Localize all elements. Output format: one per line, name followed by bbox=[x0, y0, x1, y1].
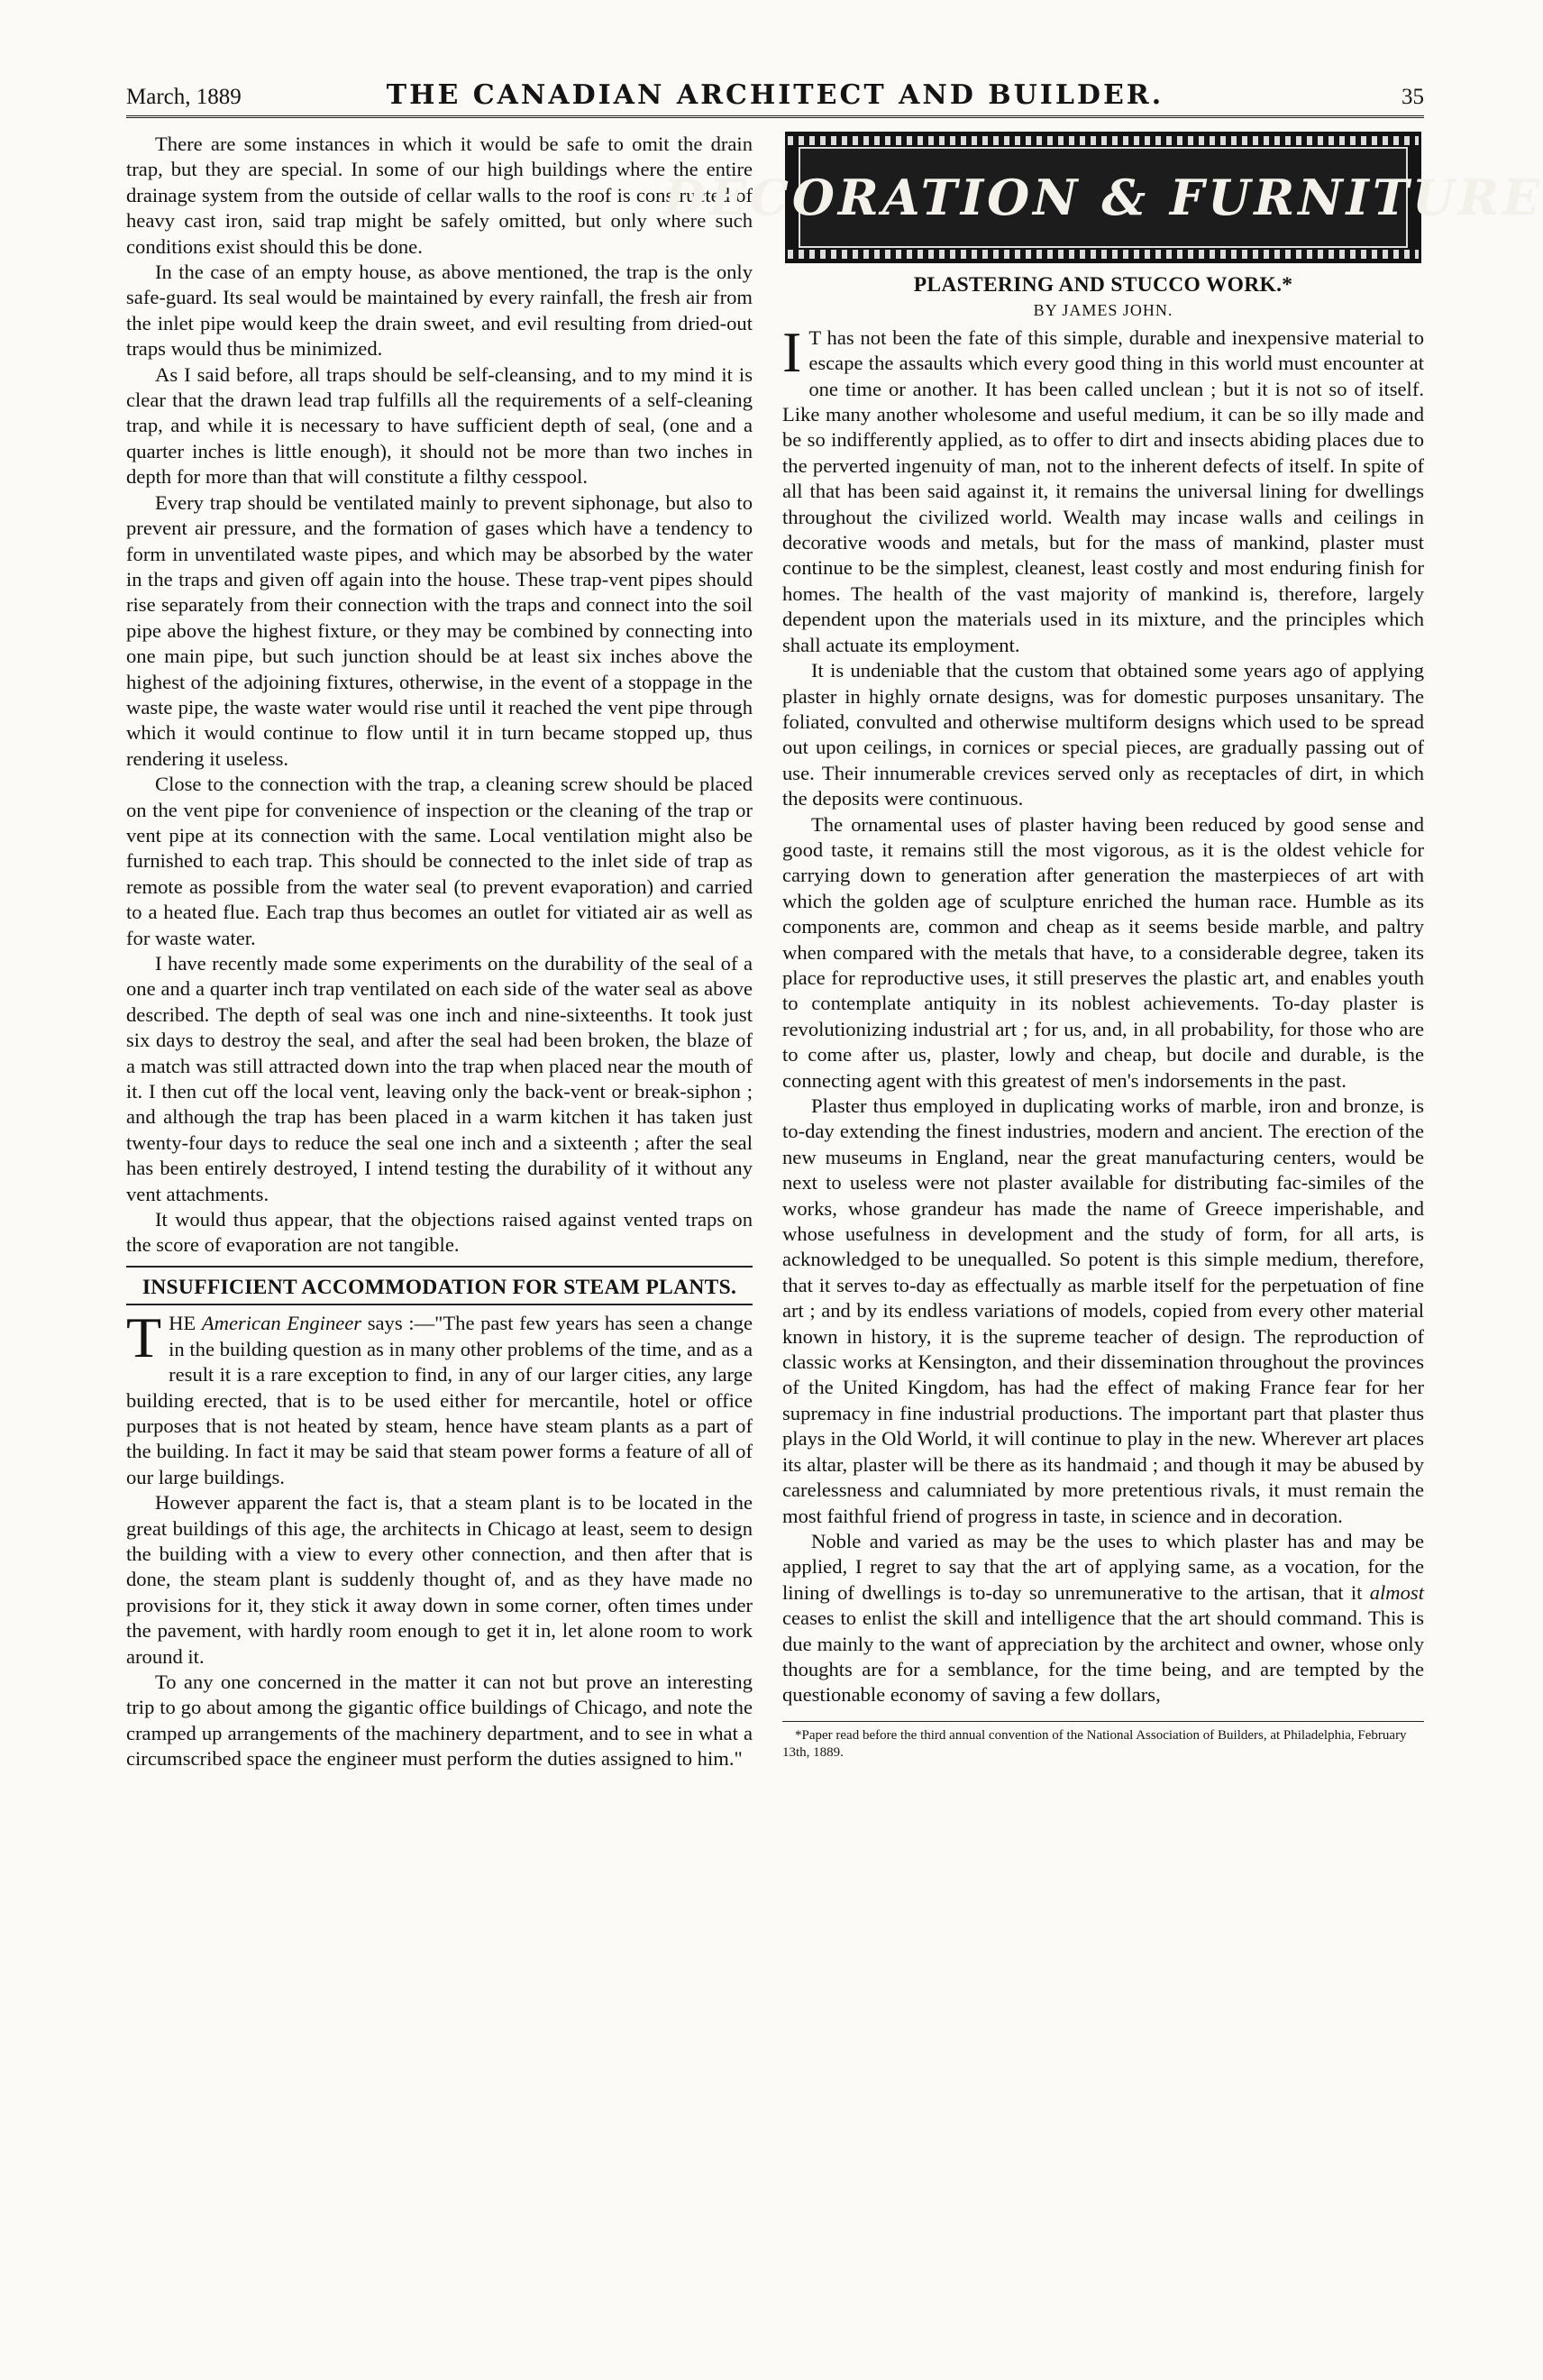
paragraph: In the case of an empty house, as above mentioned, the trap is the only safe-guard. Its seal would be maintained by every rainfall, the fresh air from the inlet pipe would keep the drain sweet, and evil resulting from dried-out traps would thus be minimized. bbox=[126, 261, 753, 361]
last-text-rest: ceases to enlist the skill and intelligence that the art should command. This is due mainly to the want of appreciation by the architect and owner, whose only thoughts are for a semblance, for the time being, and are tempted by the questionable economy of saving a few dollars, bbox=[782, 1606, 1424, 1707]
footnote: *Paper read before the third annual convention of the National Association of Builders, at Philadelphia, February 13th, 1889. bbox=[782, 1727, 1407, 1760]
lead-text-rest: says :—"The past few years has seen a change in the building question as in many other problems of the time, and as a result it is a rare exception to find, in any of our larger cities, any large building erected, that is to be used either for mercantile, hotel or office purposes that is not heated by steam, hence have steam plants as a part of the building. In fact it may be said that steam power forms a feature of all of our large buildings. bbox=[126, 1312, 753, 1488]
issue-date: March, 1889 bbox=[126, 85, 242, 109]
page-header bbox=[126, 79, 1424, 112]
article-heading: PLASTERING AND STUCCO WORK.* bbox=[913, 273, 1293, 297]
banner-ornament bbox=[788, 136, 1419, 145]
section-rule bbox=[126, 1266, 753, 1268]
paragraph: Plaster thus employed in duplicating works of marble, iron and bronze, is to-day extending the finest industries, modern and ancient. The erection of the new museums in England, near the great manufacturing centers, would be next to useless were not plaster available for distributing fac-similes of the works, whose grandeur has made the name of Greece imperishable, and whose usefulness in development and the study of form, for all arts, is acknowledged to be unequalled. So potent is this simple medium, therefore, that it serves to-day as effectually as marble itself for the perpetuation of fine art ; and by its endless variations of models, copied from every other material known in history, it is the supreme teacher of design. The reproduction of classic works at Kensington, and their dissemination throughout the provinces of the United Kingdom, has had the effect of making France fear for her supremacy in fine industrial productions. The important part that plaster thus plays in the Old World, it will continue to play in the new. Wherever art places its altar, plaster will be there as its handmaid ; and though it may be abused by carelessness and calumniated by more pretentious rivals, it must remain the most faithful friend of progress in taste, in science and in decoration. bbox=[782, 1094, 1424, 1527]
drop-cap: T bbox=[126, 1305, 162, 1370]
last-text-start: Noble and varied as may be the uses to which plaster has and may be applied, I regret to say that the art of applying same, as a vocation, for the lining of dwellings is to-day so unremunerative to the artisan, that it bbox=[782, 1529, 1424, 1604]
paragraph: It is undeniable that the custom that obtained some years ago of applying plaster in highly ornate designs, was for domestic purposes unsanitary. The foliated, convulted and otherwise multiform designs which used to be spread out upon ceilings, in cornices or special pieces, are gradually passing out of use. Their innumerable crevices served only as receptacles of dirt, in which the deposits were continuous. bbox=[782, 659, 1424, 810]
paragraph: To any one concerned in the matter it can not but prove an interesting trip to go about among the gigantic office buildings of Chicago, and note the cramped up arrangements of the machinery department, and to see in what a circumscribed space the engineer must perform the duties assigned to him." bbox=[126, 1670, 753, 1771]
paragraph: Close to the connection with the trap, a cleaning screw should be placed on the vent pipe for convenience of inspection or the cleaning of the trap or vent pipe at its connection with the same. Local ventilation might also be furnished to each trap. This should be connected to the inlet side of trap as remote as possible from the water seal (to prevent evaporation) and carried to a heated flue. Each trap thus becomes an outlet for vitiated air as well as for waste water. bbox=[126, 773, 753, 949]
lead-text: T has not been the fate of this simple, durable and inexpensive material to escape the assaults which every good thing in this world must encounter at one time or another. It has been called unclean ; but it is not so of itself. Like many another wholesome and useful medium, it can be so illy made and be so indifferently applied, as to offer to dirt and insects abiding places due to the perverted ingenuity of man, not to the inherent defects of itself. In spite of all that has been said against it, it remains the universal lining for dwellings throughout the civilized world. Wealth may incase walls and ceilings in decorative woods and metals, but for the mass of mankind, plaster must continue to be the simplest, cleanest, least costly and most enduring finish for homes. The health of the vast majority of mankind is, therefore, largely dependent upon the materials used in its mixture, and the principles which shall actuate its employment. bbox=[782, 325, 1424, 656]
header-rule bbox=[126, 115, 1424, 118]
section-heading: INSUFFICIENT ACCOMMODATION FOR STEAM PLANTS. bbox=[142, 1275, 737, 1299]
lead-paragraph bbox=[126, 1305, 753, 1490]
journal-name: American Engineer bbox=[201, 1312, 362, 1335]
paragraph: Every trap should be ventilated mainly to prevent siphonage, but also to prevent air pressure, and the formation of gases which have a tendency to form in unventilated waste pipes, and which may be absorbed by the water in the traps and given off again into the house. These trap-vent pipes should rise separately from their connection with the traps and connect into the soil pipe above the highest fixture, or they may be combined by connecting into one main pipe, but such junction should be at least six inches above the highest of the adjoining fixtures, otherwise, in the event of a stoppage in the waste pipe, the waste water would rise until it reached the vent pipe through which it would continue to flow until it in turn became stopped up, thus rendering it useless. bbox=[126, 490, 753, 770]
paragraph bbox=[782, 1529, 1424, 1708]
paragraph: However apparent the fact is, that a steam plant is to be located in the great buildings of this age, the architects in Chicago at least, seem to design the building with a view to every other connection, and then after that is done, the steam plant is suddenly thought of, and as they have made no provisions for it, they stick it away down in some corner, often times under the pavement, with hardly room enough to get it in, let alone room to work around it. bbox=[126, 1491, 753, 1668]
emphasis: almost bbox=[1369, 1580, 1424, 1604]
paragraph: It would thus appear, that the objections raised against vented traps on the score of evaporation are not tangible. bbox=[126, 1208, 753, 1257]
publication-title: THE CANADIAN ARCHITECT AND BUILDER. bbox=[386, 79, 1164, 111]
lead-paragraph bbox=[782, 319, 1424, 658]
left-column bbox=[126, 132, 753, 1772]
paragraph: There are some instances in which it would be safe to omit the drain trap, but they are special. In some of our high buildings where the entire drainage system from the outside of cellar walls to the roof is constructed of heavy cast iron, said trap might be safely omitted, but only where such conditions exist should this be done. bbox=[126, 133, 753, 258]
right-column bbox=[662, 132, 1543, 1762]
footnote-rule bbox=[782, 1721, 1424, 1722]
paragraph: As I said before, all traps should be self-cleansing, and to my mind it is clear that the drawn lead trap fulfills all the requirements of a self-cleaning trap, and while it is necessary to have sufficient depth of seal, (one and a quarter inches is little enough), it should not be more than two inches in depth for more than that will constitute a filthy cesspool. bbox=[126, 362, 753, 489]
lead-text-start: HE bbox=[169, 1312, 202, 1335]
paragraph: The ornamental uses of plaster having been reduced by good sense and good taste, it remains still the most vigorous, as it is the oldest vehicle for carrying down to generation after generation the masterpieces of art with which the golden age of sculpture enriched the human race. Humble as its components are, common and cheap as it seems beside marble, and paltry when compared with the metals that have, to a considerable degree, taken its place for reproductive uses, it still preserves the plastic art, and enables youth to contemplate antiquity in its noblest achievements. To-day plaster is revolutionizing industrial art ; for us, and, in all probability, for those who are to come after us, plaster, lowly and cheap, but docile and durable, is the connecting agent with this greatest of men's indorsements in the past. bbox=[782, 812, 1424, 1092]
article-byline: BY JAMES JOHN. bbox=[1033, 301, 1173, 320]
decoration-banner bbox=[662, 132, 1543, 263]
banner-panel bbox=[662, 147, 1543, 248]
banner-ornament bbox=[788, 250, 1419, 259]
section-rule bbox=[126, 1304, 753, 1305]
banner-title: DECORATION & FURNITURE bbox=[662, 168, 1543, 226]
paragraph: I have recently made some experiments on the durability of the seal of a one and a quarter inch trap ventilated on each side of the water seal as above described. The depth of seal was one inch and nine-sixteenths. It took just six days to destroy the seal, and after the seal had been broken, the blaze of a match was still attracted down into the trap when placed near the mouth of it. I then cut off the local vent, leaving only the back-vent or break-siphon ; and although the trap has been placed in a warm kitchen it has taken just twenty-four days to reduce the seal one inch and a sixteenth ; after the seal has been entirely destroyed, I intend testing the durability of it without any vent attachments. bbox=[126, 952, 753, 1205]
drop-cap: I bbox=[782, 319, 802, 384]
page-number: 35 bbox=[1401, 85, 1424, 109]
